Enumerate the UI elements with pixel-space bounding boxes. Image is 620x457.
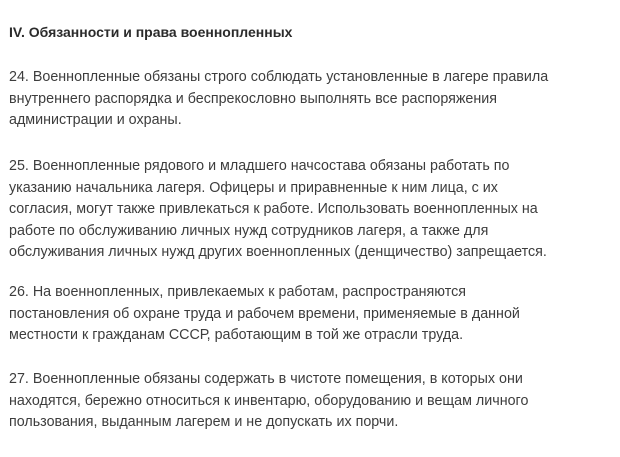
paragraph-line: находятся, бережно относиться к инвентарю, оборудованию и вещам личного [9,392,529,409]
paragraph-line: постановления об охране труда и рабочем времени, применяемые в данной [9,305,520,322]
paragraph-26 [9,282,520,347]
paragraph-line: 26. На военнопленных, привлекаемых к работам, распространяются [9,284,466,300]
paragraph-line: администрации и охраны. [9,112,182,129]
paragraph-line: местности к гражданам СССР, работающим в той же отрасли труда. [9,327,464,344]
section-title: IV. Обязанности и права военнопленных [9,24,293,40]
paragraph-line: работе по обслуживанию личных нужд сотрудников лагеря, а также для [9,222,489,239]
paragraph-line: 27. Военнопленные обязаны содержать в чистоте помещения, в которых они [9,371,523,387]
paragraph-line: пользования, выданным лагерем и не допускать их порчи. [9,414,399,431]
paragraph-line: обслуживания личных нужд других военнопленных (денщичество) запрещается. [9,244,547,261]
paragraph-25 [9,156,547,264]
paragraph-line: 24. Военнопленные обязаны строго соблюдать установленные в лагере правила [9,69,549,85]
paragraph-line: 25. Военнопленные рядового и младшего начсостава обязаны работать по [9,158,510,174]
paragraph-line: внутреннего распорядка и беспрекословно выполнять все распоряжения [9,90,497,107]
paragraph-24 [9,67,548,132]
paragraph-line: согласия, могут также привлекаться к работе. Использовать военнопленных на [9,201,538,218]
paragraph-27 [9,369,528,434]
paragraph-line: указанию начальника лагеря. Офицеры и приравненные к ним лица, с их [9,179,498,196]
